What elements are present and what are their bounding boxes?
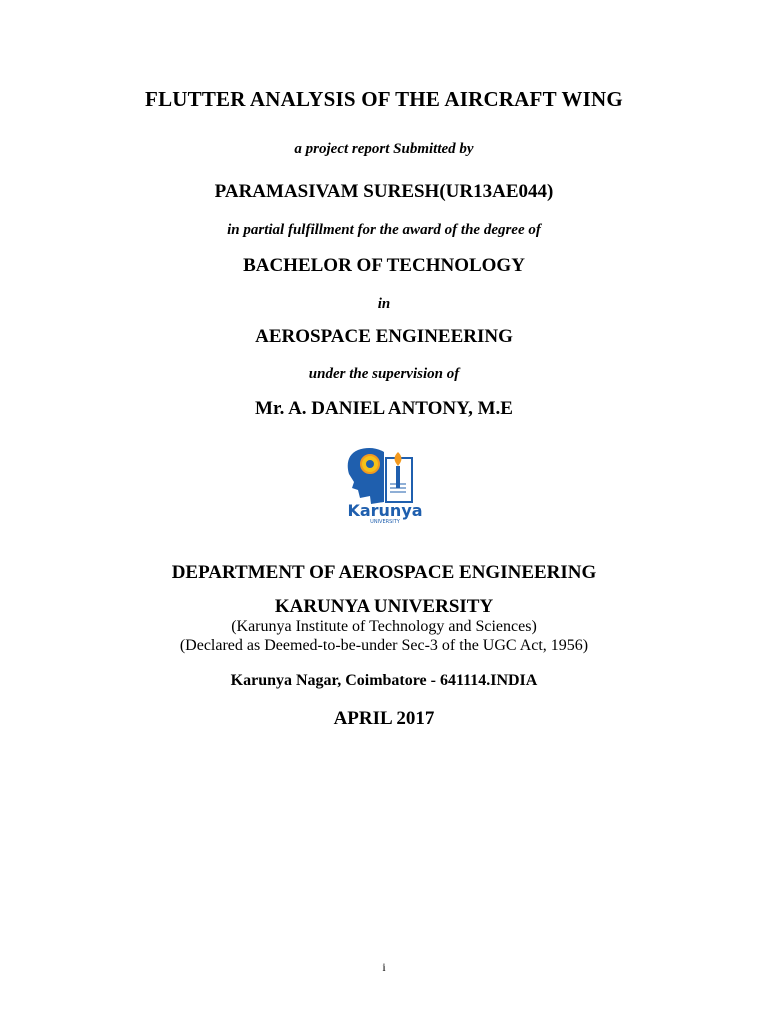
declaration-text: (Declared as Deemed-to-be-under Sec-3 of the UGC Act, 1956) (179, 637, 589, 654)
degree-name: BACHELOR OF TECHNOLOGY (243, 255, 525, 276)
address-text: Karunya Nagar, Coimbatore - 641114.INDIA (230, 672, 538, 689)
fulfillment-text: in partial fulfillment for the award of the degree of (227, 222, 541, 238)
logo-torch (396, 466, 400, 488)
student-name: PARAMASIVAM SURESH(UR13AE044) (214, 181, 554, 202)
supervisor-name: Mr. A. DANIEL ANTONY, M.E (255, 398, 513, 419)
branch-name: AEROSPACE ENGINEERING (255, 326, 513, 347)
department-name: DEPARTMENT OF AEROSPACE ENGINEERING (171, 562, 597, 583)
report-date: APRIL 2017 (333, 708, 435, 729)
institute-name: (Karunya Institute of Technology and Sciences) (231, 618, 537, 635)
logo-wordmark: Karunya (347, 501, 423, 520)
page-number: i (382, 960, 386, 974)
supervision-text: under the supervision of (308, 366, 460, 382)
university-name: KARUNYA UNIVERSITY (274, 596, 494, 617)
in-text: in (377, 296, 391, 312)
submitted-by-text: a project report Submitted by (294, 141, 474, 157)
report-title: FLUTTER ANALYSIS OF THE AIRCRAFT WING (145, 87, 623, 111)
university-logo (340, 444, 430, 524)
logo-subtitle: UNIVERSITY (370, 519, 400, 524)
